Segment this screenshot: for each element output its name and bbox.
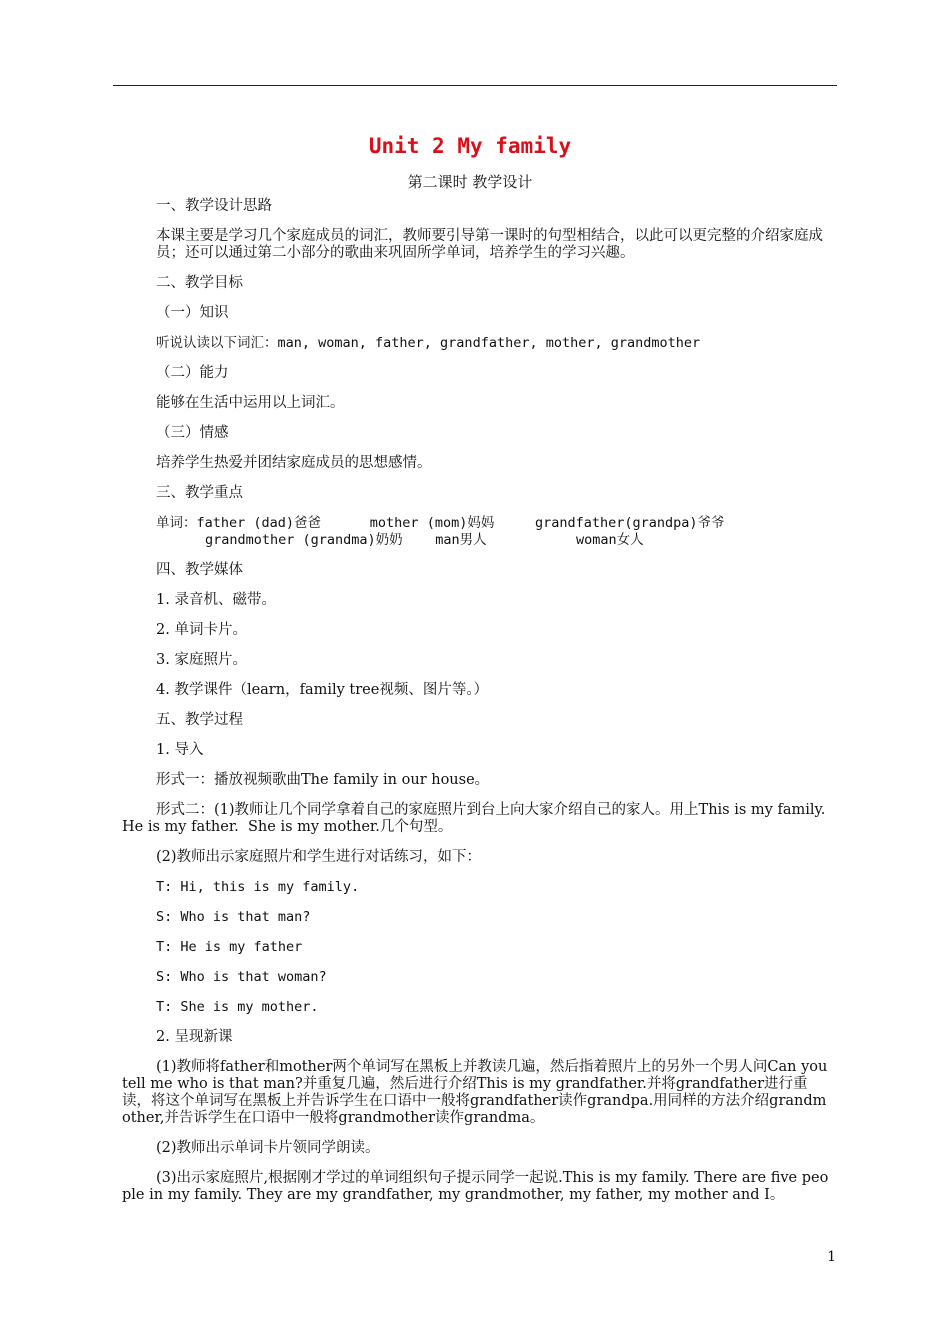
heading-section-1: 一、教学设计思路 bbox=[156, 198, 272, 214]
heading-section-4: 四、教学媒体 bbox=[156, 562, 243, 578]
dialogue-intro: (2)教师出示家庭照片和学生进行对话练习，如下： bbox=[156, 849, 482, 865]
document-body bbox=[122, 198, 834, 1204]
form-two: 形式二：(1)教师让几个同学拿着自己的家庭照片到台上向大家介绍自己的家人。用上This is my family. He is my father. She is my mother.几个句型。 bbox=[122, 802, 835, 835]
new-lesson-step-2: (2)教师出示单词卡片领同学朗读。 bbox=[156, 1140, 380, 1156]
step-intro: 1. 导入 bbox=[156, 742, 204, 758]
step-new-lesson: 2. 呈现新课 bbox=[156, 1029, 233, 1045]
media-item-4: 4. 教学课件（learn，family tree视频、图片等。） bbox=[156, 682, 489, 698]
heading-section-2: 二、教学目标 bbox=[156, 275, 243, 291]
page-subtitle: 第二课时 教学设计 bbox=[407, 173, 533, 191]
paragraph-design-idea: 本课主要是学习几个家庭成员的词汇，教师要引导第一课时的句型相结合，以此可以更完整的介绍家庭成员；还可以通过第二小部分的歌曲来巩固所学单词，培养学生的学习兴趣。 bbox=[156, 228, 823, 261]
new-lesson-step-1: (1)教师将father和mother两个单词写在黑板上并教读几遍，然后指着照片上的另外一个男人问Can you tell me who is that man?并重复几遍，然后进行介绍This is my grandfather.并将grandfather进行重读，将这个单词写在黑板上并告诉学生在口语中一般将grandfather读作grandpa.用同样的方法介绍grandmother,并告诉学生在口语中一般将grandmother读作grandma。 bbox=[122, 1059, 832, 1126]
dialogue-line: S: Who is that woman? bbox=[156, 969, 327, 985]
subheading-ability: （二）能力 bbox=[156, 365, 229, 381]
emotion-text: 培养学生热爱并团结家庭成员的思想感情。 bbox=[156, 455, 432, 471]
ability-text: 能够在生活中运用以上词汇。 bbox=[156, 395, 345, 411]
key-words-line-1: 单词：father (dad)爸爸 mother (mom)妈妈 grandfather(grandpa)爷爷 bbox=[156, 515, 725, 531]
vocab-list: 听说认读以下词汇：man, woman, father, grandfather, mother, grandmother bbox=[156, 335, 701, 351]
heading-section-5: 五、教学过程 bbox=[156, 712, 243, 728]
page-number: 1 bbox=[827, 1249, 836, 1265]
form-one: 形式一：播放视频歌曲The family in our house。 bbox=[156, 772, 490, 788]
dialogue-line: T: Hi, this is my family. bbox=[156, 879, 360, 895]
dialogue-line: T: He is my father bbox=[156, 939, 303, 955]
media-item-3: 3. 家庭照片。 bbox=[156, 652, 247, 668]
heading-section-3: 三、教学重点 bbox=[156, 485, 243, 501]
header-rule bbox=[113, 85, 837, 86]
dialogue-line: S: Who is that man? bbox=[156, 909, 311, 925]
media-item-1: 1. 录音机、磁带。 bbox=[156, 592, 276, 608]
subheading-emotion: （三）情感 bbox=[156, 425, 229, 441]
new-lesson-step-3: (3)出示家庭照片,根据刚才学过的单词组织句子提示同学一起说.This is my family. There are five people in my family. They are my grandfather, my grandmother, my father, my mother and I。 bbox=[122, 1170, 829, 1203]
page-title: Unit 2 My family bbox=[368, 134, 572, 158]
key-words-line-2: grandmother (grandma)奶奶 man男人 woman女人 bbox=[205, 532, 644, 548]
dialogue-line: T: She is my mother. bbox=[156, 999, 319, 1015]
media-item-2: 2. 单词卡片。 bbox=[156, 622, 247, 638]
subheading-knowledge: （一）知识 bbox=[156, 305, 229, 321]
